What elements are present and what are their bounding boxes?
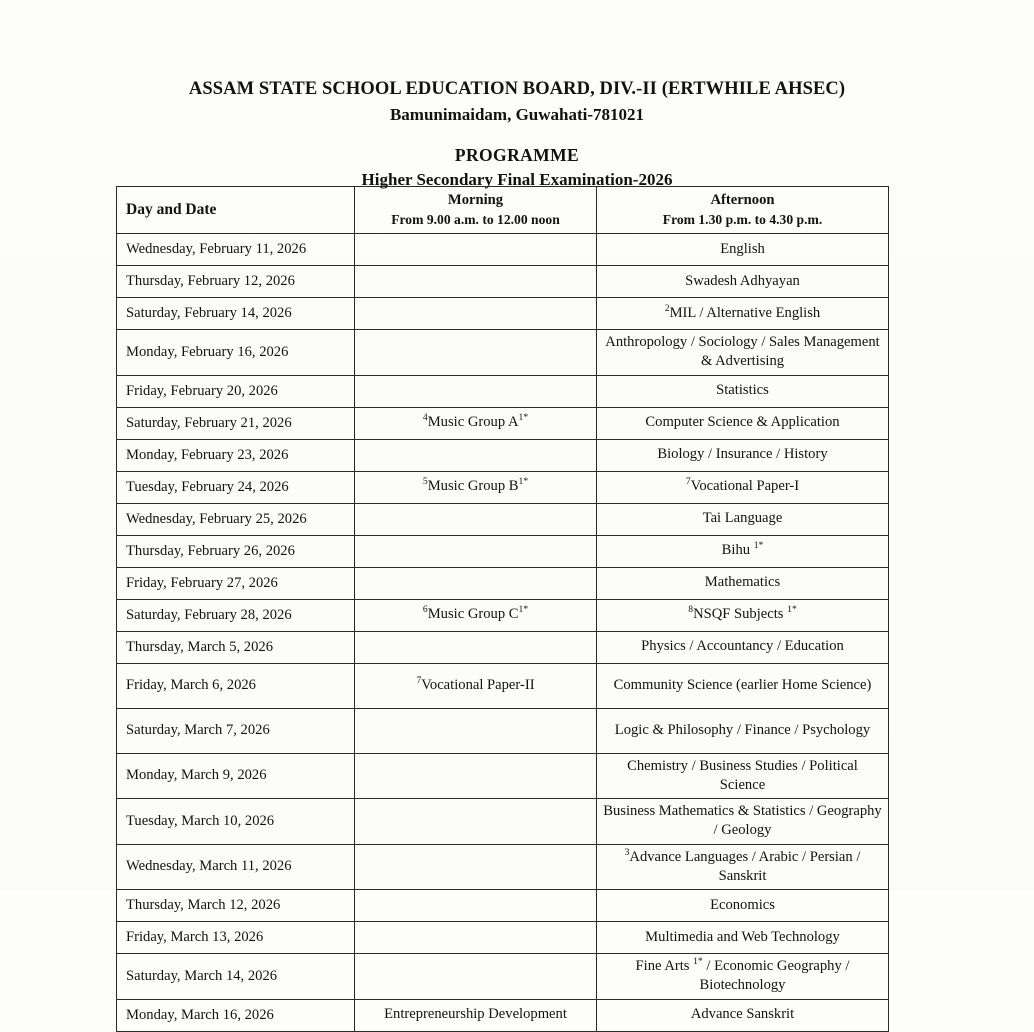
table-row xyxy=(117,330,889,376)
table-header-row xyxy=(117,187,889,234)
cell-afternoon-subject: Advance Sanskrit xyxy=(597,999,889,1031)
cell-afternoon-subject: Computer Science & Application xyxy=(597,407,889,439)
footnote-marker: 5 xyxy=(422,476,428,488)
cell-morning-subject xyxy=(355,631,597,663)
cell-day-date: Saturday, February 28, 2026 xyxy=(117,599,355,631)
cell-day-date: Thursday, February 26, 2026 xyxy=(117,535,355,567)
organization-address: Bamunimaidam, Guwahati-781021 xyxy=(389,105,645,125)
cell-morning-subject xyxy=(355,844,597,890)
cell-morning-subject xyxy=(355,330,597,376)
table-row xyxy=(117,266,889,298)
cell-afternoon-subject: Fine Arts $^{1*}$ / Economic Geography / Biotechnology xyxy=(597,954,889,1000)
cell-day-date: Wednesday, March 11, 2026 xyxy=(117,844,355,890)
table-header xyxy=(117,187,889,234)
cell-afternoon-subject: Anthropology / Sociology / Sales Management & Advertising xyxy=(597,330,889,376)
table-row xyxy=(117,844,889,890)
cell-day-date: Friday, February 27, 2026 xyxy=(117,567,355,599)
cell-afternoon-subject: $^2$MIL / Alternative English xyxy=(597,298,889,330)
cell-afternoon-subject: Logic & Philosophy / Finance / Psychology xyxy=(597,708,889,753)
cell-afternoon-subject: Swadesh Adhyayan xyxy=(597,266,889,298)
table-row xyxy=(117,954,889,1000)
footnote-marker: 3 xyxy=(624,846,630,858)
table-row xyxy=(117,439,889,471)
morning-session-time: From 9.00 a.m. to 12.00 noon xyxy=(391,211,560,227)
footnote-marker: 1* xyxy=(693,956,703,968)
cell-morning-subject xyxy=(355,708,597,753)
cell-day-date: Friday, February 20, 2026 xyxy=(117,375,355,407)
cell-day-date: Tuesday, February 24, 2026 xyxy=(117,471,355,503)
cell-afternoon-subject: Physics / Accountancy / Education xyxy=(597,631,889,663)
cell-day-date: Saturday, February 14, 2026 xyxy=(117,298,355,330)
table-row xyxy=(117,503,889,535)
cell-afternoon-subject: Business Mathematics & Statistics / Geography / Geology xyxy=(597,799,889,845)
cell-morning-subject: Entrepreneurship Development xyxy=(355,999,597,1031)
cell-day-date: Wednesday, February 25, 2026 xyxy=(117,503,355,535)
cell-afternoon-subject: Tai Language xyxy=(597,503,889,535)
column-header-day: Day and Date xyxy=(117,187,355,234)
table-row xyxy=(117,234,889,266)
table-row xyxy=(117,567,889,599)
table-row xyxy=(117,535,889,567)
cell-afternoon-subject: Multimedia and Web Technology xyxy=(597,922,889,954)
cell-morning-subject: $^6$Music Group $C^{1*}$ xyxy=(355,599,597,631)
cell-morning-subject xyxy=(355,890,597,922)
organization-name: ASSAM STATE SCHOOL EDUCATION BOARD, DIV.-II (ERTWHILE AHSEC) xyxy=(188,79,846,99)
table-row xyxy=(117,298,889,330)
exam-title: Higher Secondary Final Examination-2026 xyxy=(361,169,673,189)
cell-day-date: Monday, February 23, 2026 xyxy=(117,439,355,471)
cell-afternoon-subject: $^8$NSQF Subjects $^{1*}$ xyxy=(597,599,889,631)
footnote-marker: 2 xyxy=(664,303,670,315)
exam-schedule-table xyxy=(116,186,889,1032)
table-row xyxy=(117,407,889,439)
cell-day-date: Friday, March 13, 2026 xyxy=(117,922,355,954)
table-row xyxy=(117,890,889,922)
cell-morning-subject xyxy=(355,753,597,799)
footnote-marker: 1* xyxy=(753,540,764,552)
morning-session-label: Morning xyxy=(447,191,504,208)
cell-morning-subject xyxy=(355,799,597,845)
table-row xyxy=(117,999,889,1031)
column-header-morning xyxy=(355,187,597,234)
cell-afternoon-subject: Chemistry / Business Studies / Political Science xyxy=(597,753,889,799)
cell-day-date: Thursday, February 12, 2026 xyxy=(117,266,355,298)
table-row xyxy=(117,471,889,503)
cell-afternoon-subject: $^3$Advance Languages / Arabic / Persian / Sanskrit xyxy=(597,844,889,890)
cell-morning-subject: $^7$Vocational Paper-II xyxy=(355,663,597,708)
cell-day-date: Monday, February 16, 2026 xyxy=(117,330,355,376)
cell-morning-subject xyxy=(355,298,597,330)
footnote-marker: 7 xyxy=(685,476,691,488)
cell-afternoon-subject: Statistics xyxy=(597,375,889,407)
cell-morning-subject xyxy=(355,503,597,535)
footnote-marker: 4 xyxy=(422,412,428,424)
cell-morning-subject xyxy=(355,567,597,599)
cell-day-date: Thursday, March 12, 2026 xyxy=(117,890,355,922)
cell-afternoon-subject: Bihu $^{1*}$ xyxy=(597,535,889,567)
cell-morning-subject: $^4$Music Group $A^{1*}$ xyxy=(355,407,597,439)
cell-morning-subject xyxy=(355,954,597,1000)
cell-day-date: Friday, March 6, 2026 xyxy=(117,663,355,708)
cell-morning-subject xyxy=(355,535,597,567)
table-row xyxy=(117,922,889,954)
table-row xyxy=(117,663,889,708)
cell-day-date: Monday, March 9, 2026 xyxy=(117,753,355,799)
footnote-marker: 1* xyxy=(518,412,529,424)
schedule-table-container xyxy=(116,186,888,1032)
table-row xyxy=(117,599,889,631)
table-body xyxy=(117,234,889,1032)
cell-afternoon-subject: English xyxy=(597,234,889,266)
cell-day-date: Tuesday, March 10, 2026 xyxy=(117,799,355,845)
cell-morning-subject xyxy=(355,922,597,954)
cell-day-date: Wednesday, February 11, 2026 xyxy=(117,234,355,266)
footnote-marker: 7 xyxy=(416,675,422,687)
table-row xyxy=(117,753,889,799)
column-header-afternoon xyxy=(597,187,889,234)
footnote-marker: 1* xyxy=(518,604,529,616)
afternoon-session-time: From 1.30 p.m. to 4.30 p.m. xyxy=(662,211,823,227)
cell-day-date: Thursday, March 5, 2026 xyxy=(117,631,355,663)
footnote-marker: 1* xyxy=(518,476,529,488)
cell-afternoon-subject: Community Science (earlier Home Science) xyxy=(597,663,889,708)
footnote-marker: 6 xyxy=(422,604,428,616)
cell-morning-subject xyxy=(355,266,597,298)
footnote-marker: 8 xyxy=(688,604,694,616)
table-row xyxy=(117,631,889,663)
cell-day-date: Monday, March 16, 2026 xyxy=(117,999,355,1031)
cell-day-date: Saturday, March 14, 2026 xyxy=(117,954,355,1000)
cell-day-date: Saturday, March 7, 2026 xyxy=(117,708,355,753)
afternoon-session-label: Afternoon xyxy=(710,191,775,208)
cell-morning-subject xyxy=(355,375,597,407)
cell-morning-subject xyxy=(355,234,597,266)
document-header xyxy=(0,76,1034,190)
cell-afternoon-subject: Biology / Insurance / History xyxy=(597,439,889,471)
cell-afternoon-subject: Economics xyxy=(597,890,889,922)
table-row xyxy=(117,799,889,845)
cell-afternoon-subject: $^7$Vocational Paper-I xyxy=(597,471,889,503)
cell-afternoon-subject: Mathematics xyxy=(597,567,889,599)
table-row xyxy=(117,375,889,407)
footnote-marker: 1* xyxy=(787,604,797,616)
cell-morning-subject xyxy=(355,439,597,471)
cell-day-date: Saturday, February 21, 2026 xyxy=(117,407,355,439)
cell-morning-subject: $^5$Music Group $B^{1*}$ xyxy=(355,471,597,503)
document-type-title: PROGRAMME xyxy=(454,144,580,165)
table-row xyxy=(117,708,889,753)
